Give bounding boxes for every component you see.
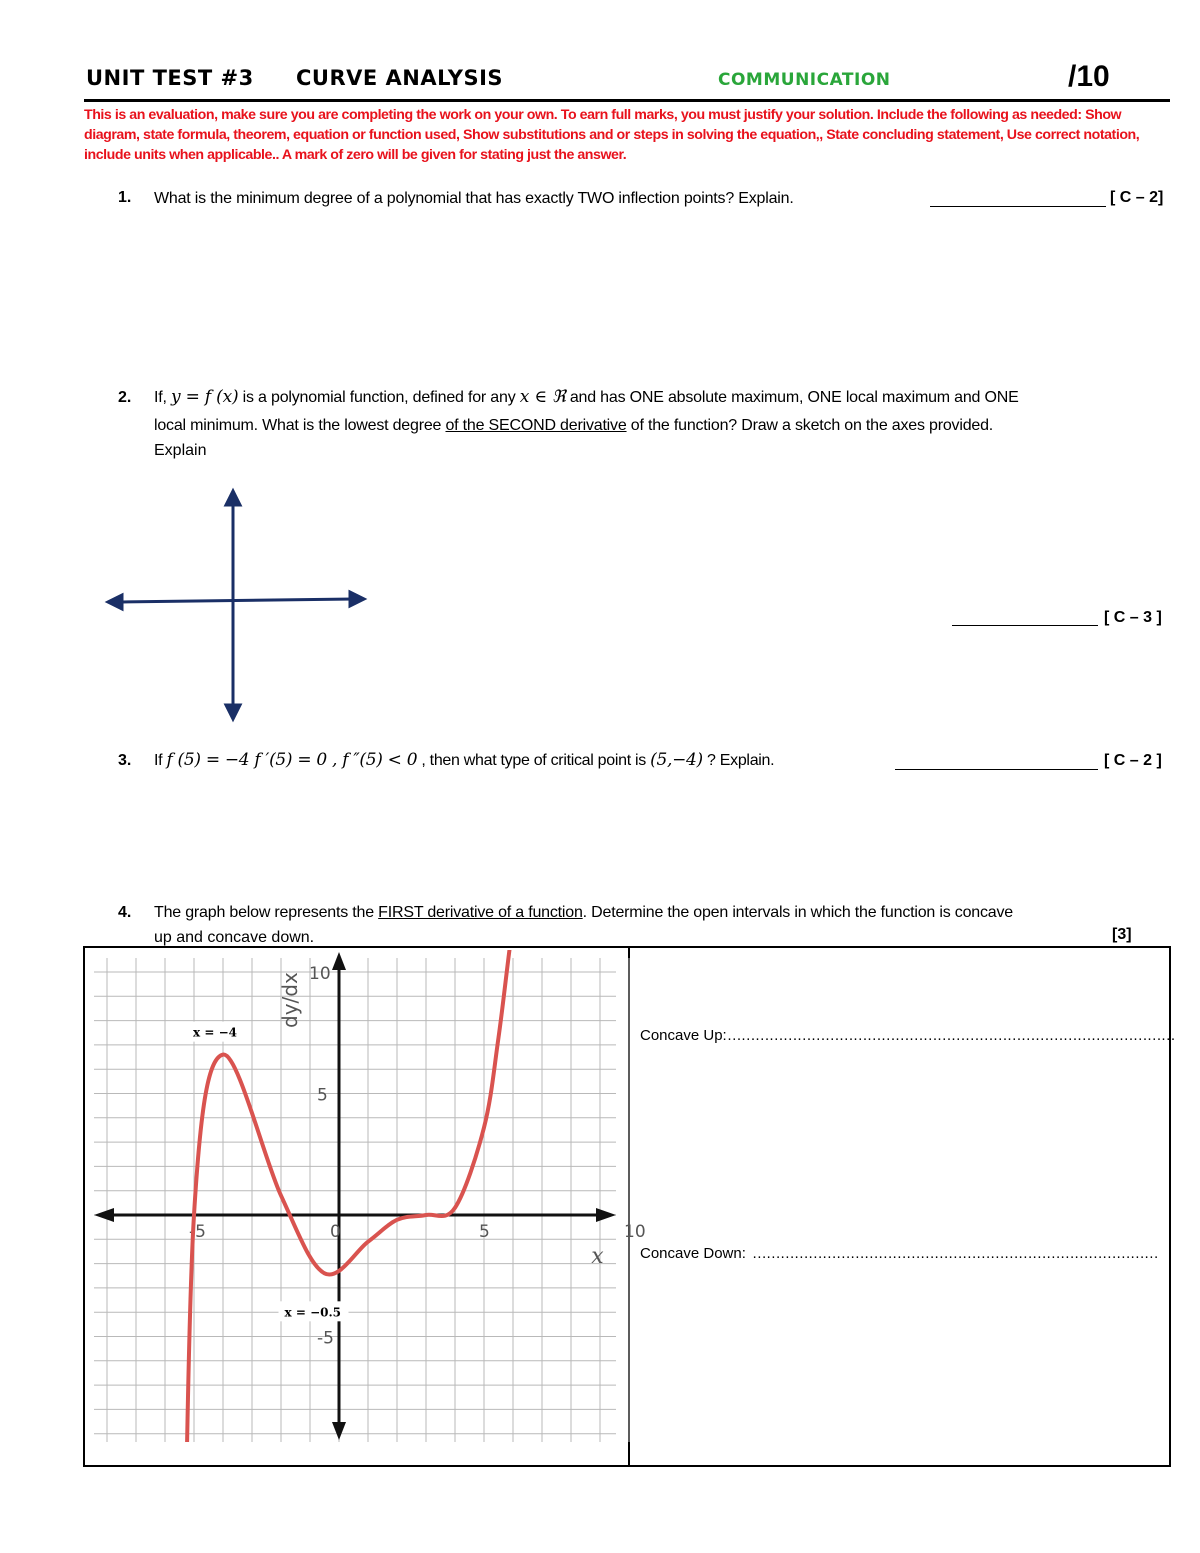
q2-mark: [ C – 3 ] bbox=[1104, 609, 1162, 626]
x-tick-label: -5 bbox=[189, 1222, 206, 1242]
q2-number: 2. bbox=[118, 389, 132, 406]
annotation-label: x = −4 bbox=[193, 1025, 237, 1040]
concave-up-label: Concave Up: bbox=[640, 1027, 727, 1044]
q2-underlined: of the SECOND derivative bbox=[445, 417, 627, 434]
y-axis-arrow-down bbox=[332, 1422, 346, 1440]
q3-text-3: ? Explain. bbox=[702, 752, 775, 769]
q4-text-2: . Determine the open intervals in which the function is concave bbox=[582, 904, 1013, 921]
q4-underlined: FIRST derivative of a function bbox=[378, 904, 583, 921]
x-axis-arrow-left bbox=[94, 1208, 114, 1222]
q2-text-2: is a polynomial function, defined for any bbox=[238, 389, 520, 406]
q2-line1 bbox=[154, 385, 1019, 410]
concave-down-dots[interactable]: …………………………………………………………………………… bbox=[751, 1245, 1158, 1262]
q2-answer-blank[interactable] bbox=[952, 607, 1098, 626]
q4-number: 4. bbox=[118, 904, 132, 921]
q3-math-point: (5,−4) bbox=[650, 750, 703, 770]
y-tick-label: 10 bbox=[309, 964, 331, 984]
q2-math-function: y = f (x) bbox=[171, 387, 239, 407]
q2-text-3: and has ONE absolute maximum, ONE local maximum and ONE bbox=[565, 389, 1019, 406]
q2-line2 bbox=[154, 413, 993, 438]
derivative-chart bbox=[88, 950, 646, 1460]
q1-text: What is the minimum degree of a polynomial that has exactly TWO inflection points? Explain. bbox=[154, 190, 794, 207]
q3-text-2: , then what type of critical point is bbox=[417, 752, 651, 769]
q2-math-domain: x ∈ ℜ bbox=[519, 387, 566, 407]
concave-down-label: Concave Down: bbox=[640, 1245, 746, 1262]
q1-number: 1. bbox=[118, 189, 132, 206]
unit-title: UNIT TEST #3 bbox=[86, 66, 254, 90]
q4-mark: [3] bbox=[1112, 926, 1132, 943]
q2-line3: Explain bbox=[154, 442, 207, 459]
q1-answer-blank[interactable] bbox=[930, 188, 1106, 207]
sketch-axes[interactable] bbox=[100, 485, 375, 725]
q1-mark: [ C – 2] bbox=[1110, 189, 1164, 206]
y-axis-label: dy/dx bbox=[278, 972, 302, 1028]
q2-text-4: local minimum. What is the lowest degree bbox=[154, 417, 446, 434]
q3-line bbox=[154, 748, 774, 773]
q3-answer-blank[interactable] bbox=[895, 751, 1098, 770]
q4-line2: up and concave down. bbox=[154, 929, 315, 946]
q3-number: 3. bbox=[118, 752, 132, 769]
annotation-label: x = −0.5 bbox=[284, 1305, 341, 1320]
x-axis-label: x bbox=[591, 1244, 604, 1269]
topic-title: CURVE ANALYSIS bbox=[296, 66, 504, 90]
x-tick-label: 5 bbox=[479, 1222, 490, 1242]
y-tick-label: 5 bbox=[317, 1085, 328, 1106]
y-axis-arrow-up bbox=[332, 952, 346, 970]
concave-up-row bbox=[640, 1027, 1175, 1044]
x-tick-label: 0 bbox=[330, 1222, 341, 1242]
q3-mark: [ C – 2 ] bbox=[1104, 752, 1162, 769]
x-tick-label: 10 bbox=[624, 1222, 646, 1242]
q2-text-5: of the function? Draw a sketch on the axes provided. bbox=[626, 417, 994, 434]
instructions: This is an evaluation, make sure you are completing the work on your own. To earn full marks, you must justify your solution. Include the following as needed: Show diagram, state formula, theorem, equation or function used, Show substitutions and or steps in solving the equation,, State concluding statement, Use correct notation, include units when applicable.. A mark of zero will be given for stating just the answer. bbox=[84, 107, 1140, 163]
q3-math-conditions: f (5) = −4 f ′(5) = 0 , f ″(5) < 0 bbox=[166, 750, 418, 770]
concave-up-dots[interactable]: …………………………………………………………………………………… bbox=[726, 1027, 1175, 1044]
q4-text-1: The graph below represents the bbox=[154, 904, 379, 921]
q2-text-1: If, bbox=[154, 389, 167, 406]
category-label: COMMUNICATION bbox=[718, 70, 891, 90]
q4-line1 bbox=[154, 900, 1013, 925]
q3-text-1: If bbox=[154, 752, 167, 769]
x-axis-arrow-right bbox=[596, 1208, 616, 1222]
derivative-curve bbox=[182, 863, 524, 1553]
y-tick-label: -5 bbox=[317, 1328, 334, 1349]
score-total: /10 bbox=[1068, 60, 1110, 93]
header-rule bbox=[84, 99, 1170, 102]
concave-down-row bbox=[640, 1245, 1158, 1262]
